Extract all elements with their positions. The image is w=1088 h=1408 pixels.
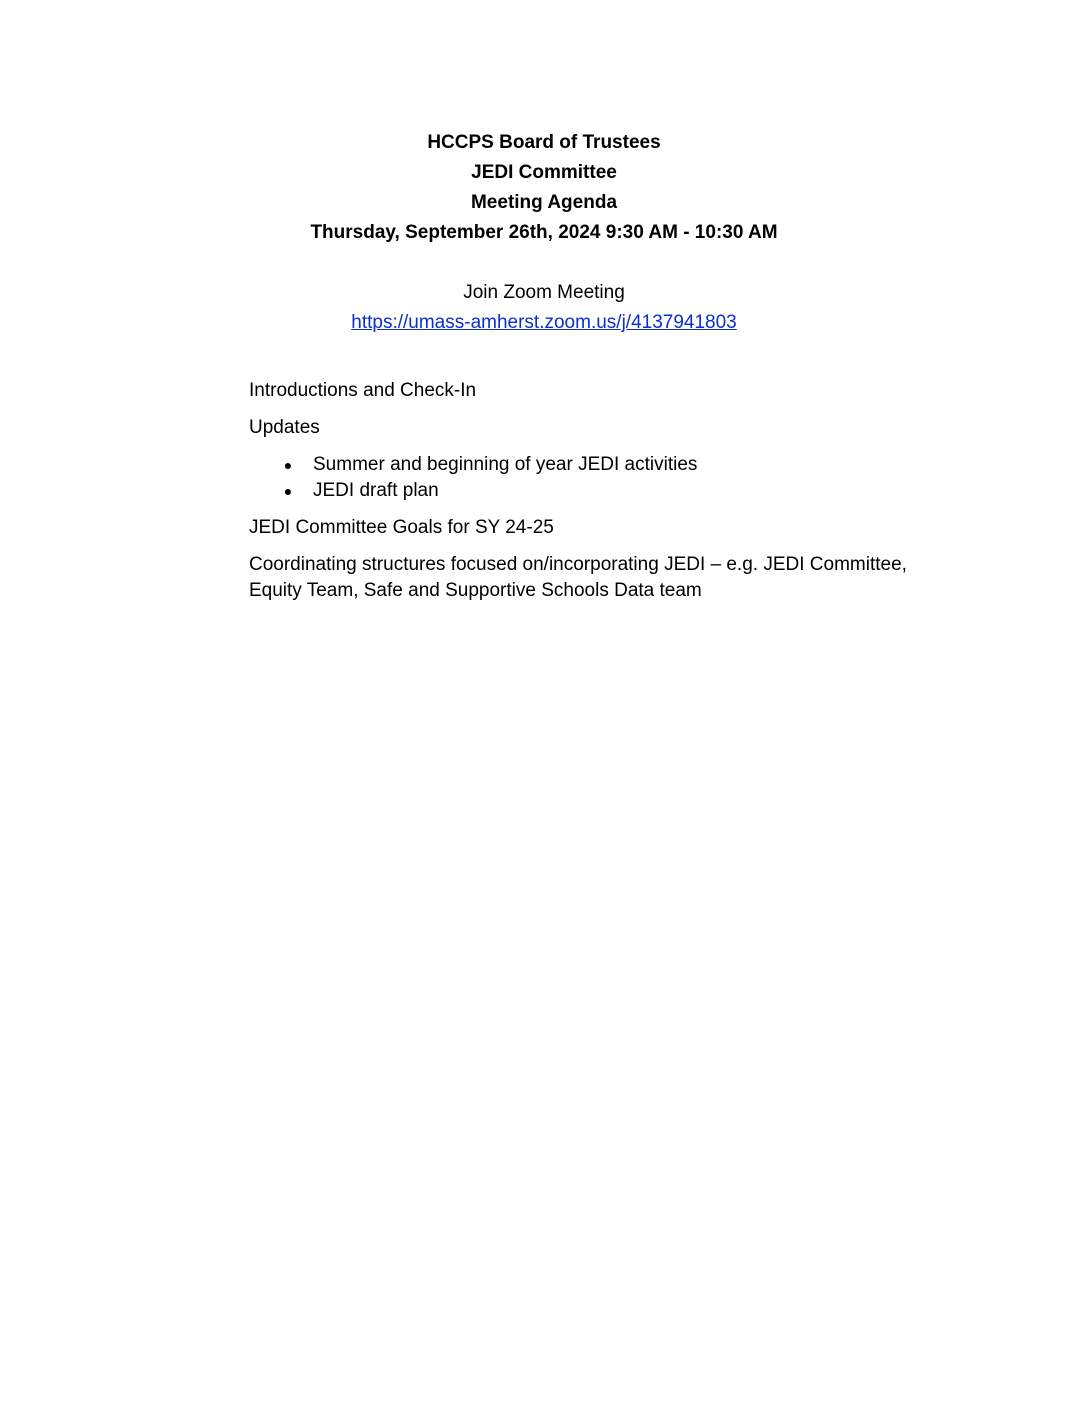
agenda-body	[249, 378, 949, 615]
list-item	[249, 452, 949, 478]
committee-title: JEDI Committee	[471, 162, 617, 183]
agenda-item-goals: JEDI Committee Goals for SY 24-25	[249, 517, 554, 538]
agenda-item-line: Equity Team, Safe and Supportive Schools Data team	[249, 580, 702, 601]
org-title: HCCPS Board of Trustees	[427, 132, 661, 153]
zoom-label: Join Zoom Meeting	[463, 282, 625, 303]
list-item-text: Summer and beginning of year JEDI activities	[313, 454, 698, 475]
zoom-section	[0, 278, 1088, 338]
list-item	[249, 478, 949, 504]
agenda-header	[0, 128, 1088, 248]
agenda-item-updates: Updates	[249, 417, 320, 438]
agenda-item-introductions: Introductions and Check-In	[249, 380, 477, 401]
zoom-meeting-link[interactable]: https://umass-amherst.zoom.us/j/4137941803	[351, 312, 737, 333]
updates-sub-list	[249, 452, 949, 504]
list-item-text: JEDI draft plan	[313, 480, 439, 501]
agenda-item-line: Coordinating structures focused on/incorporating JEDI – e.g. JEDI Committee,	[249, 554, 907, 575]
bullet-dot-icon: ●	[283, 457, 293, 473]
meeting-datetime: Thursday, September 26th, 2024 9:30 AM - 10:30 AM	[310, 222, 778, 243]
agenda-item-coordinating-structures	[249, 552, 949, 604]
bullet-dot-icon: ●	[283, 483, 293, 499]
document-type-title: Meeting Agenda	[470, 192, 618, 213]
